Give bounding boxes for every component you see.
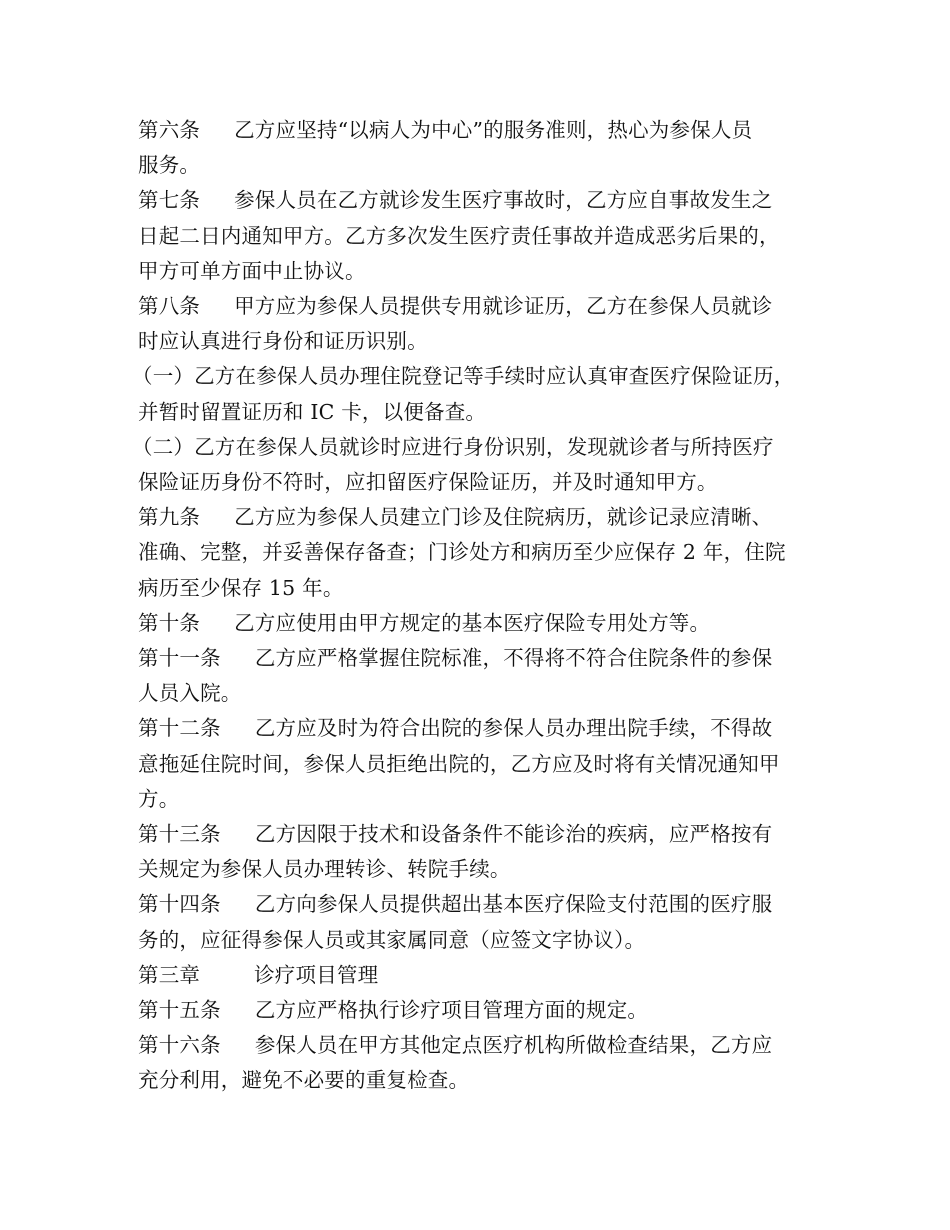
article-8-item-1-line-2: [138, 395, 828, 430]
article-text: 务的，应征得参保人员或其家属同意（应签文字协议）。: [138, 927, 646, 952]
article-14-line-1: [138, 887, 828, 922]
article-8-item-2-line-2: [138, 465, 828, 500]
article-6-line-1: [138, 113, 828, 148]
article-8-line-2: [138, 324, 828, 359]
article-text: 乙方因限于技术和设备条件不能诊治的疾病，应严格按有: [254, 822, 773, 847]
article-text: 参保人员在乙方就诊发生医疗事故时，乙方应自事故发生之: [234, 188, 773, 213]
chapter-number: 第三章: [138, 962, 201, 987]
article-text: 病历至少保存 15 年。: [138, 575, 344, 600]
article-7-line-3: [138, 254, 828, 289]
article-8-item-2-line-1: [132, 430, 828, 465]
article-heading: 第八条: [138, 294, 201, 319]
article-16-line-1: [138, 1028, 828, 1063]
article-heading: 第十五条: [138, 998, 221, 1023]
article-heading: 第十六条: [138, 1033, 221, 1058]
article-14-line-2: [138, 923, 828, 958]
article-text: 乙方应使用由甲方规定的基本医疗保险专用处方等。: [234, 610, 711, 635]
article-heading: 第七条: [138, 188, 201, 213]
article-text: 甲方可单方面中止协议。: [138, 258, 366, 283]
article-11-line-1: [138, 641, 828, 676]
article-text: 时应认真进行身份和证历识别。: [138, 329, 428, 354]
article-16-line-2: [138, 1063, 828, 1098]
article-text: 充分利用，避免不必要的重复检查。: [138, 1068, 470, 1093]
article-12-line-1: [138, 711, 828, 746]
article-12-line-2: [138, 747, 828, 782]
article-text: （二）乙方在参保人员就诊时应进行身份识别，发现就诊者与所持医疗: [132, 434, 774, 459]
article-text: 乙方应严格掌握住院标准，不得将不符合住院条件的参保: [254, 646, 773, 671]
article-9-line-1: [138, 500, 828, 535]
article-text: 甲方应为参保人员提供专用就诊证历，乙方在参保人员就诊: [234, 294, 773, 319]
article-13-line-2: [138, 852, 828, 887]
article-text: 人员入院。: [138, 681, 242, 706]
article-15-line-1: [138, 993, 828, 1028]
article-text: 方。: [138, 786, 180, 811]
article-text: 服务。: [138, 153, 201, 178]
article-heading: 第十条: [138, 610, 201, 635]
article-8-line-1: [138, 289, 828, 324]
article-text: 乙方应为参保人员建立门诊及住院病历，就诊记录应清晰、: [234, 505, 773, 530]
article-heading: 第九条: [138, 505, 201, 530]
article-7-line-2: [138, 219, 828, 254]
article-heading: 第十三条: [138, 822, 221, 847]
article-text: 关规定为参保人员办理转诊、转院手续。: [138, 857, 511, 882]
article-text: 准确、完整，并妥善保存备查；门诊处方和病历至少应保存 2 年，住院: [138, 540, 786, 565]
chapter-title: 诊疗项目管理: [254, 962, 379, 987]
article-text: 乙方应及时为符合出院的参保人员办理出院手续，不得故: [254, 716, 773, 741]
article-text: 日起二日内通知甲方。乙方多次发生医疗责任事故并造成恶劣后果的，: [138, 223, 780, 248]
document-body: [132, 113, 828, 1099]
article-text: 乙方向参保人员提供超出基本医疗保险支付范围的医疗服: [254, 892, 773, 917]
article-text: 保险证历身份不符时，应扣留医疗保险证历，并及时通知甲方。: [138, 470, 718, 495]
article-9-line-2: [138, 535, 828, 570]
article-text: 并暂时留置证历和 IC 卡，以便备查。: [138, 399, 487, 424]
article-text: 意拖延住院时间，参保人员拒绝出院的，乙方应及时将有关情况通知甲: [138, 751, 780, 776]
article-heading: 第十四条: [138, 892, 221, 917]
article-text: （一）乙方在参保人员办理住院登记等手续时应认真审查医疗保险证历，: [132, 364, 795, 389]
article-12-line-3: [138, 782, 828, 817]
article-heading: 第六条: [138, 118, 201, 142]
article-11-line-2: [138, 676, 828, 711]
article-9-line-3: [138, 571, 828, 606]
article-text: 乙方应严格执行诊疗项目管理方面的规定。: [254, 998, 649, 1023]
chapter-3-heading: [138, 958, 828, 993]
article-10-line-1: [138, 606, 828, 641]
article-8-item-1-line-1: [132, 359, 828, 394]
article-heading: 第十一条: [138, 646, 221, 671]
article-text: 乙方应坚持“以病人为中心”的服务准则，热心为参保人员: [234, 118, 753, 142]
article-7-line-1: [138, 183, 828, 218]
article-6-line-2: [138, 148, 828, 183]
article-text: 参保人员在甲方其他定点医疗机构所做检查结果，乙方应: [254, 1033, 773, 1058]
article-heading: 第十二条: [138, 716, 221, 741]
article-13-line-1: [138, 817, 828, 852]
